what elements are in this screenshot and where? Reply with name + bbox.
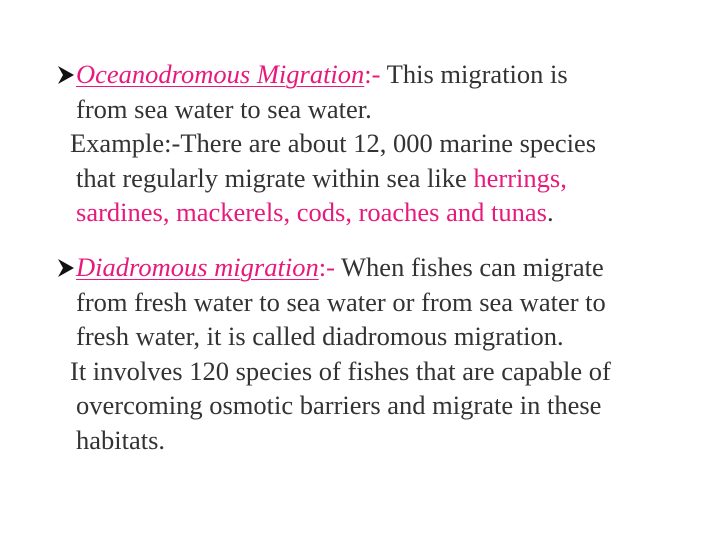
definition-text: When fishes can migrate	[341, 252, 604, 282]
species-highlight: herrings,	[473, 162, 567, 193]
bullet-line	[76, 250, 696, 285]
bullet-text	[70, 57, 696, 230]
definition-text: This migration is	[386, 59, 568, 89]
example-text: .	[546, 197, 554, 227]
detail-line: It involves 120 species of fishes that are capable of	[70, 355, 611, 386]
arrowhead-bullet-icon	[56, 250, 78, 284]
example-line	[76, 195, 696, 230]
term-oceanodromous: Oceanodromous Migration	[76, 59, 365, 89]
bullet-diadromous	[56, 250, 696, 457]
species-highlight: sardines, mackerels, cods, roaches and tunas	[76, 197, 547, 227]
bullet-line: fresh water, it is called diadromous migration.	[76, 321, 564, 351]
bullet-line: from sea water to sea water.	[76, 93, 372, 124]
bullet-oceanodromous	[56, 57, 696, 230]
bullet-line: from fresh water to sea water or from sea water to	[76, 286, 606, 317]
bullet-line	[76, 57, 696, 92]
example-text: that regularly migrate within sea like	[76, 162, 474, 193]
arrowhead-bullet-icon	[56, 57, 78, 91]
example-line: Example:-There are about 12, 000 marine species	[70, 128, 597, 158]
term-diadromous: Diadromous migration	[76, 252, 319, 282]
term-separator: :-	[318, 252, 342, 282]
detail-line: overcoming osmotic barriers and migrate in these	[76, 390, 602, 420]
term-separator: :-	[364, 59, 387, 89]
detail-line: habitats.	[76, 424, 166, 455]
example-line	[76, 161, 696, 196]
bullet-text	[70, 250, 696, 457]
